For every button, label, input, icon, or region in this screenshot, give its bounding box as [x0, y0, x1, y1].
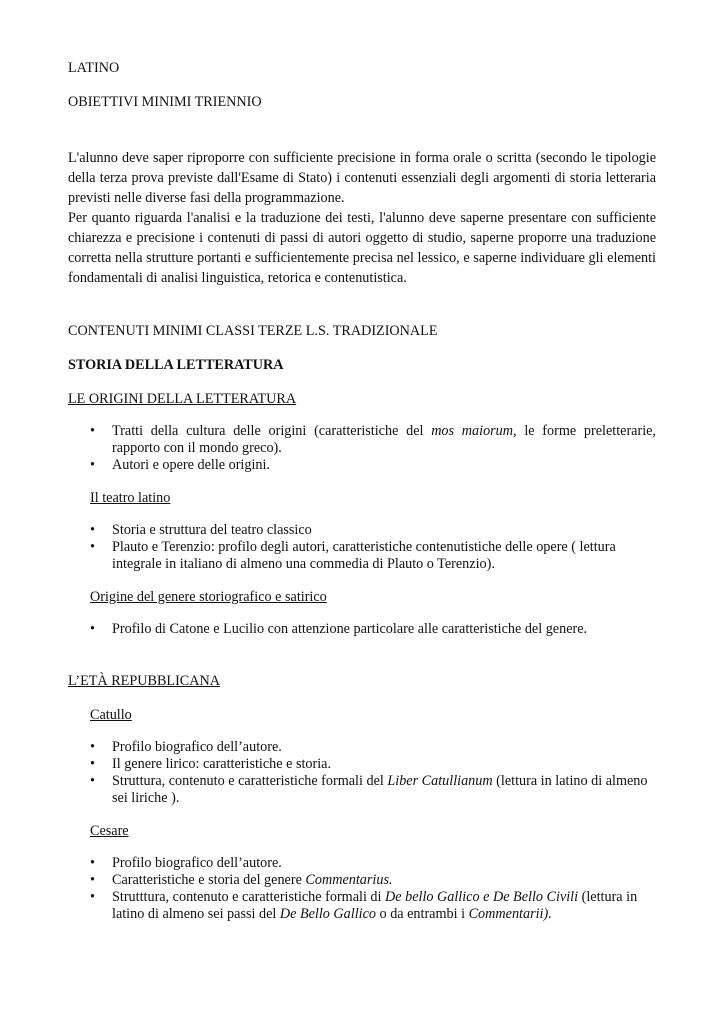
heading-storia-letteratura: STORIA DELLA LETTERATURA — [68, 357, 284, 373]
storiografico-list — [90, 621, 656, 638]
section-origini-title: LE ORIGINI DELLA LETTERATURA — [68, 391, 297, 407]
heading-contenuti: CONTENUTI MINIMI CLASSI TERZE L.S. TRADIZIONALE — [68, 323, 438, 339]
bullet-icon: • — [90, 621, 95, 637]
catullo-list — [90, 739, 656, 807]
list-item: • Storia e struttura del teatro classico — [90, 522, 312, 538]
bullet-icon: • — [90, 855, 95, 871]
heading-obiettivi: OBIETTIVI MINIMI TRIENNIO — [68, 94, 262, 110]
bullet-icon: • — [90, 423, 95, 439]
list-item: • Il genere lirico: caratteristiche e storia. — [90, 756, 332, 772]
list-item: • Plauto e Terenzio: profilo degli autori, caratteristiche contenutistiche delle opere ( lettura integrale in italiano di almeno una commedia di Plauto o Terenzio). — [90, 539, 616, 572]
bullet-icon: • — [90, 539, 95, 555]
bullet-icon: • — [90, 872, 95, 888]
section-repubblicana-title: L’ETÀ REPUBBLICANA — [68, 673, 220, 689]
list-item: • Profilo biografico dell’autore. — [90, 739, 282, 755]
heading-latino: LATINO — [68, 60, 120, 76]
intro-paragraph-1: L'alunno deve saper riproporre con sufficiente precisione in forma orale o scritta (secondo le tipologie della terza prova previste dall'Esame di Stato) i contenuti essenziali degli argomenti di storia letteraria previsti nelle diverse fasi della programmazione. — [68, 150, 656, 206]
list-item: • Autori e opere delle origini. — [90, 457, 270, 473]
bullet-icon: • — [90, 522, 95, 538]
bullet-icon: • — [90, 773, 95, 789]
subsection-catullo-title: Catullo — [90, 707, 132, 723]
cesare-list — [90, 855, 656, 923]
list-item: • Profilo biografico dell’autore. — [90, 855, 282, 871]
list-item: • Strutttura, contenuto e caratteristiche formali di De bello Gallico e De Bello Civili (lettura in latino di almeno sei passi del De Bello Gallico o da entrambi i Commentarii). — [90, 889, 638, 922]
subsection-teatro-title: Il teatro latino — [90, 490, 171, 506]
subsection-storiografico-title: Origine del genere storiografico e satirico — [90, 589, 327, 605]
origini-list — [90, 423, 656, 474]
subsection-cesare-title: Cesare — [90, 823, 129, 839]
teatro-list — [90, 522, 656, 573]
bullet-icon: • — [90, 756, 95, 772]
list-item: • Profilo di Catone e Lucilio con attenzione particolare alle caratteristiche del genere. — [90, 621, 588, 637]
bullet-icon: • — [90, 457, 95, 473]
bullet-icon: • — [90, 889, 95, 905]
list-item: • Tratti della cultura delle origini (caratteristiche del mos maiorum, le forme preletterarie, rapporto con il mondo greco). — [90, 423, 656, 456]
bullet-icon: • — [90, 739, 95, 755]
intro-paragraph-2: Per quanto riguarda l'analisi e la traduzione dei testi, l'alunno deve saperne presentare con sufficiente chiarezza e precisione i contenuti di passi di autori oggetto di studio, saperne proporre una traduzione corretta nella strutture portanti e sufficientemente precisa nel lessico, e saperne individuare gli elementi fondamentali di analisi linguistica, retorica e contenutistica. — [68, 210, 656, 286]
list-item: • Struttura, contenuto e caratteristiche formali del Liber Catullianum (lettura in latino di almeno sei liriche ). — [90, 773, 648, 806]
document-page — [68, 58, 656, 923]
list-item: • Caratteristiche e storia del genere Commentarius. — [90, 872, 393, 888]
